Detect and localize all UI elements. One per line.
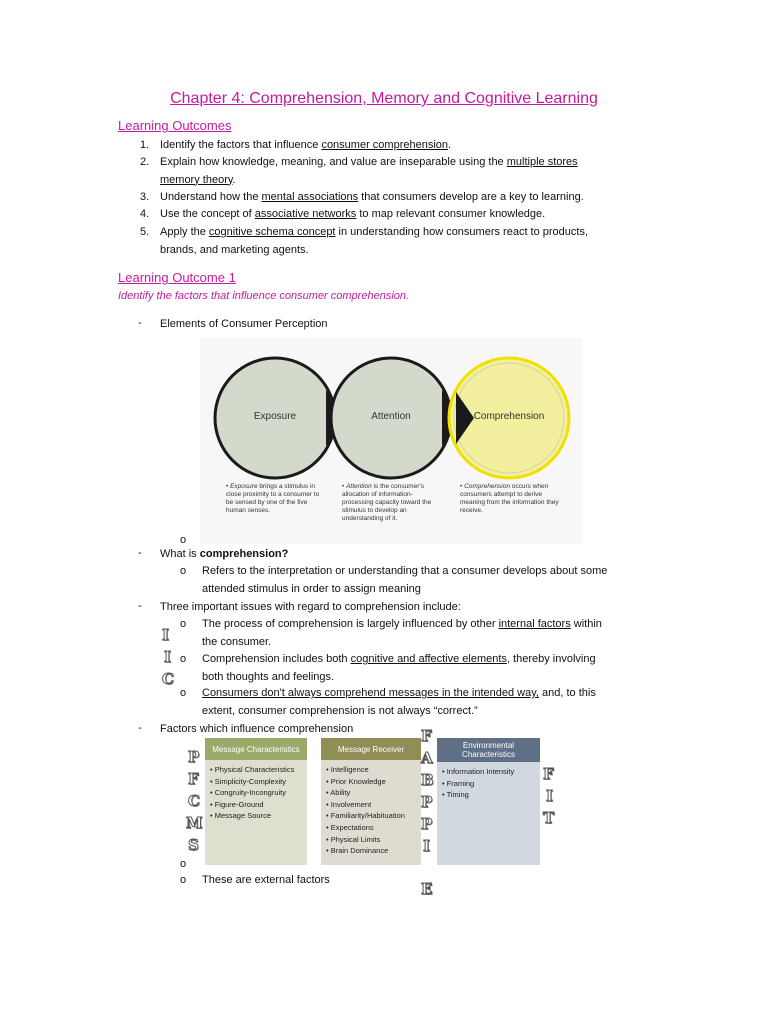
circle-bullet: o: [180, 565, 187, 577]
outcome-4: 4. Use the concept of associative networks to map relevant consumer knowledge.: [140, 208, 546, 220]
issues-intro: Three important issues with regard to comprehension include:: [160, 601, 461, 613]
issue-3: Consumers don't always comprehend messages in the intended way, and, to this extent, consumer comprehension is not always “correct.”: [202, 687, 596, 717]
card-environmental-body: • Information Intensity • Framing • Timing: [437, 762, 540, 865]
external-note: These are external factors: [202, 874, 330, 886]
circle-bullet: o: [180, 653, 187, 665]
dash-bullet: -: [138, 317, 142, 329]
circle-bullet: o: [180, 687, 187, 699]
mnemonic-letter: F: [543, 765, 554, 783]
mnemonic-letter: P: [421, 815, 433, 833]
mnemonic-letter: I: [162, 626, 170, 644]
circle-attention: Attention: [371, 411, 411, 422]
outcome-1: 1. Identify the factors that influence consumer comprehension.: [140, 139, 452, 151]
mnemonic-letter: T: [543, 809, 555, 827]
circle-bullet: o: [180, 618, 187, 630]
perception-label: Elements of Consumer Perception: [160, 318, 328, 330]
mnemonic-letter: C: [188, 792, 200, 810]
card-message-receiver-title: Message Receiver: [321, 738, 421, 760]
mnemonic-letter: F: [421, 727, 432, 745]
learning-outcomes-heading: Learning Outcomes: [118, 118, 232, 133]
mnemonic-letter: A: [421, 749, 433, 767]
card-message-receiver-body: • Intelligence • Prior Knowledge • Ability • Involvement • Familiarity/Habituation • Expectations • Physical Limits • Brain Dominance: [321, 760, 421, 865]
outcome-5: 5. Apply the cognitive schema concept in understanding how consumers react to products, brands, and marketing agents.: [140, 226, 589, 256]
lo1-heading: Learning Outcome 1: [118, 270, 236, 285]
note-attention: • Attention is the consumer's allocation of information-processing capacity toward the stimulus to develop an understanding of it.: [342, 483, 432, 522]
mnemonic-letter: C: [162, 670, 174, 688]
outcome-2: 2. Explain how knowledge, meaning, and value are inseparable using the multiple stores memory theory.: [140, 156, 578, 186]
mnemonic-letter: I: [164, 648, 172, 666]
comprehension-question: What is comprehension?: [160, 548, 289, 560]
outcome-1-link: consumer comprehension: [321, 139, 449, 151]
dash-bullet: -: [138, 600, 142, 612]
outcome-3: 3. Understand how the mental associations that consumers develop are a key to learning.: [140, 191, 584, 203]
circle-exposure: Exposure: [253, 411, 297, 422]
note-comprehension: • Comprehension occurs when consumers attempt to derive meaning from the information they receive.: [460, 483, 559, 514]
perception-diagram: [200, 338, 582, 544]
mnemonic-letter: P: [188, 748, 200, 766]
factors-label: Factors which influence comprehension: [160, 723, 354, 735]
mnemonic-letter: I: [546, 787, 554, 805]
issue-2: Comprehension includes both cognitive and affective elements, thereby involving both thoughts and feelings.: [202, 653, 596, 683]
dash-bullet: -: [138, 547, 142, 559]
dash-bullet: -: [138, 722, 142, 734]
note-exposure: • Exposure brings a stimulus in close proximity to a consumer to be sensed by one of the five human senses.: [226, 483, 320, 514]
circle-bullet: o: [180, 874, 187, 886]
mnemonic-letter: B: [421, 771, 434, 789]
mnemonic-letter: I: [423, 837, 431, 855]
lo1-subtitle: Identify the factors that influence consumer comprehension.: [118, 290, 410, 302]
mnemonic-letter: F: [188, 770, 199, 788]
mnemonic-letter: S: [188, 836, 199, 854]
empty-bullet: o: [180, 534, 187, 546]
card-message-characteristics-body: • Physical Characteristics • Simplicity-Complexity • Congruity-Incongruity • Figure-Ground • Message Source: [205, 760, 307, 865]
issue-1: The process of comprehension is largely influenced by other internal factors within the consumer.: [202, 618, 602, 648]
empty-bullet: o: [180, 858, 187, 870]
mnemonic-letter: E: [421, 880, 433, 898]
mnemonic-letter: P: [421, 793, 433, 811]
circle-comprehension: Comprehension: [473, 411, 545, 422]
card-message-characteristics-title: Message Characteristics: [205, 738, 307, 760]
card-environmental-title: Environmental Characteristics: [437, 738, 540, 762]
comprehension-definition: Refers to the interpretation or understanding that a consumer develops about some attended stimulus in order to assign meaning: [202, 565, 608, 595]
page-title: Chapter 4: Comprehension, Memory and Cognitive Learning: [170, 90, 598, 107]
mnemonic-letter: M: [186, 814, 203, 832]
